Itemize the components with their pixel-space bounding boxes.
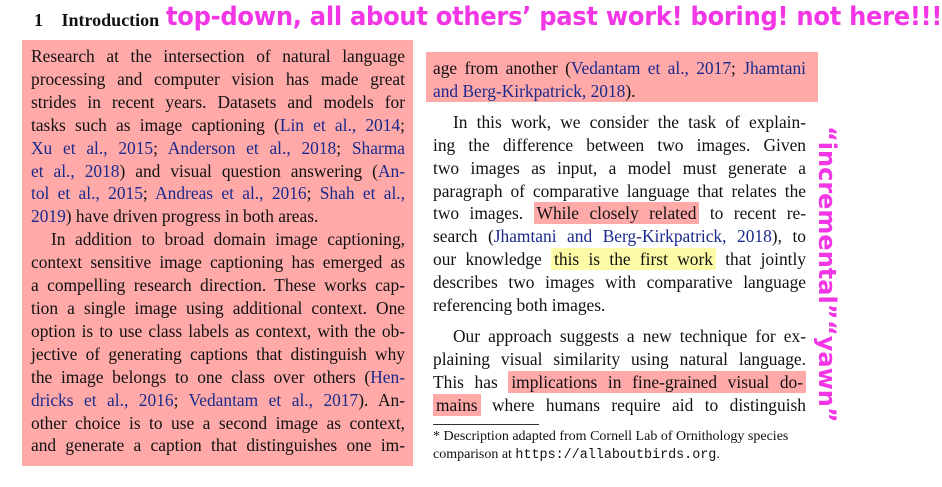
citation-link[interactable]: Andreas et al., 2016 bbox=[155, 183, 307, 204]
text-line bbox=[433, 80, 806, 103]
text-line bbox=[31, 205, 405, 228]
text-line bbox=[433, 157, 806, 180]
citation-link[interactable]: et al., 2018 bbox=[31, 160, 120, 181]
text-span: paragraph of comparative language that relates the bbox=[433, 180, 806, 201]
text-span: to recent re- bbox=[699, 203, 806, 224]
citation-link[interactable]: Jhamtani bbox=[743, 58, 806, 78]
text-line bbox=[31, 114, 405, 137]
text-line bbox=[433, 371, 806, 394]
text-span: ; bbox=[731, 58, 744, 78]
text-line bbox=[31, 45, 405, 68]
text-span: ; bbox=[400, 114, 405, 135]
text-line bbox=[31, 91, 405, 114]
text-span: context sensitive image captioning has emerged as bbox=[31, 252, 405, 273]
text-line bbox=[31, 366, 405, 389]
text-line bbox=[31, 389, 405, 412]
citation-link[interactable]: Anderson et al., 2018 bbox=[167, 137, 337, 158]
text-span: other choice is to use a second image as context, bbox=[31, 412, 405, 433]
citation-link[interactable]: Hen- bbox=[370, 366, 405, 387]
text-line bbox=[31, 412, 405, 435]
text-span: ). bbox=[625, 80, 636, 101]
text-line bbox=[433, 348, 806, 371]
text-line bbox=[433, 225, 806, 248]
footnote-rule bbox=[433, 424, 539, 425]
citation-link[interactable]: and Berg-Kirkpatrick, 2018 bbox=[433, 80, 626, 101]
text-span: that jointly bbox=[715, 249, 806, 270]
left-column-text bbox=[31, 45, 405, 457]
text-span: ) have driven progress in both areas. bbox=[65, 206, 319, 227]
text-span: two images as input, a model must generate a bbox=[433, 157, 806, 178]
text-span: referencing both images. bbox=[433, 295, 606, 316]
text-line bbox=[433, 294, 806, 317]
text-span: Our approach suggests a new technique for ex- bbox=[453, 325, 806, 346]
text-span: two images. bbox=[433, 203, 534, 224]
citation-link[interactable]: Vedantam et al., 2017 bbox=[188, 389, 359, 410]
citation-link[interactable]: tol et al., 2015 bbox=[31, 183, 143, 204]
text-line bbox=[433, 57, 806, 80]
text-line bbox=[31, 251, 405, 274]
text-line bbox=[31, 274, 405, 297]
text-span: ). An- bbox=[358, 389, 405, 410]
text-line bbox=[31, 182, 405, 205]
section-number: 1 bbox=[34, 10, 43, 30]
footnote-url[interactable]: https://allaboutbirds.org bbox=[515, 448, 717, 463]
text-span: ; bbox=[173, 389, 189, 410]
text-line bbox=[433, 248, 806, 271]
text-span: ), to bbox=[771, 226, 806, 247]
annotation-incremental: “incremental” bbox=[813, 126, 841, 320]
text-span: ; bbox=[306, 183, 320, 204]
citation-link[interactable]: 2019 bbox=[31, 206, 66, 227]
text-span: Research at the intersection of natural language bbox=[31, 46, 405, 66]
citation-link[interactable]: Shah et al., bbox=[319, 183, 405, 204]
right-column-text bbox=[433, 57, 806, 417]
citation-link[interactable]: Vedantam et al., 2017 bbox=[570, 58, 732, 78]
text-line bbox=[433, 394, 806, 417]
text-line bbox=[433, 202, 806, 225]
text-line bbox=[433, 111, 806, 134]
footnote-text: * Description adapted from Cornell Lab of Ornithology species comparison at bbox=[433, 429, 789, 462]
text-span: describes two images with comparative language bbox=[433, 272, 806, 293]
text-span: ; bbox=[142, 183, 156, 204]
text-span: In addition to broad domain image captioning, bbox=[51, 229, 405, 250]
section-title: Introduction bbox=[61, 10, 160, 30]
citation-link[interactable]: Jhamtani and Berg-Kirkpatrick, 2018 bbox=[493, 226, 772, 247]
highlight-red-phrase: mains bbox=[433, 394, 481, 416]
footnote bbox=[433, 428, 806, 465]
text-line bbox=[31, 137, 405, 160]
text-span: ing the difference between two images. Given bbox=[433, 134, 806, 155]
text-line bbox=[433, 180, 806, 203]
text-span: In this work, we consider the task of explain- bbox=[453, 111, 806, 132]
citation-link[interactable]: Xu et al., 2015 bbox=[31, 137, 154, 158]
text-line bbox=[31, 434, 405, 457]
text-span: plaining visual similarity using natural language. bbox=[433, 348, 806, 369]
citation-link[interactable]: dricks et al., 2016 bbox=[31, 389, 174, 410]
text-span: ) and visual question answering ( bbox=[119, 160, 378, 181]
footnote-end: . bbox=[716, 447, 720, 462]
text-span: jective of generating captions that distinguish why bbox=[31, 343, 405, 364]
annotation-yawn: “yawn” bbox=[813, 320, 841, 423]
text-span: age from another ( bbox=[433, 58, 571, 78]
text-span: This has bbox=[433, 371, 509, 392]
text-span: and generate a caption that distinguishes one im- bbox=[31, 435, 405, 456]
text-line bbox=[31, 320, 405, 343]
text-span: tion a single image using additional context. One bbox=[31, 297, 405, 318]
text-span: processing and computer vision has made great bbox=[31, 68, 405, 89]
text-span: ; bbox=[153, 137, 168, 158]
text-line bbox=[31, 228, 405, 251]
text-line bbox=[433, 325, 806, 348]
highlight-red-phrase: implications in fine-grained visual do- bbox=[508, 371, 806, 393]
citation-link[interactable]: Sharma bbox=[351, 137, 405, 158]
text-line bbox=[433, 271, 806, 294]
citation-link[interactable]: Lin et al., 2014 bbox=[279, 114, 401, 135]
text-span: strides in recent years. Datasets and models for bbox=[31, 91, 405, 112]
text-span: tasks such as image captioning ( bbox=[31, 114, 280, 135]
text-line bbox=[433, 134, 806, 157]
text-line bbox=[31, 297, 405, 320]
text-span: our knowledge bbox=[433, 249, 552, 270]
text-span: ; bbox=[336, 137, 352, 158]
highlight-yellow-phrase: this is the first work bbox=[551, 248, 716, 270]
text-span: a compelling research direction. These works cap- bbox=[31, 275, 405, 296]
highlight-red-phrase: While closely related bbox=[534, 202, 700, 224]
text-span: the image belongs to one class over others ( bbox=[31, 366, 371, 387]
text-span: option is to use class labels as context, with the ob- bbox=[31, 320, 405, 341]
text-line bbox=[31, 68, 405, 91]
text-line bbox=[31, 160, 405, 183]
section-heading bbox=[34, 10, 159, 31]
text-span: where humans require aid to distinguish bbox=[480, 394, 806, 415]
citation-link[interactable]: An- bbox=[377, 160, 406, 181]
text-span: search ( bbox=[433, 226, 494, 247]
annotation-top-comment: top-down, all about others’ past work! boring! not here!!! bbox=[166, 2, 942, 32]
text-line bbox=[31, 343, 405, 366]
